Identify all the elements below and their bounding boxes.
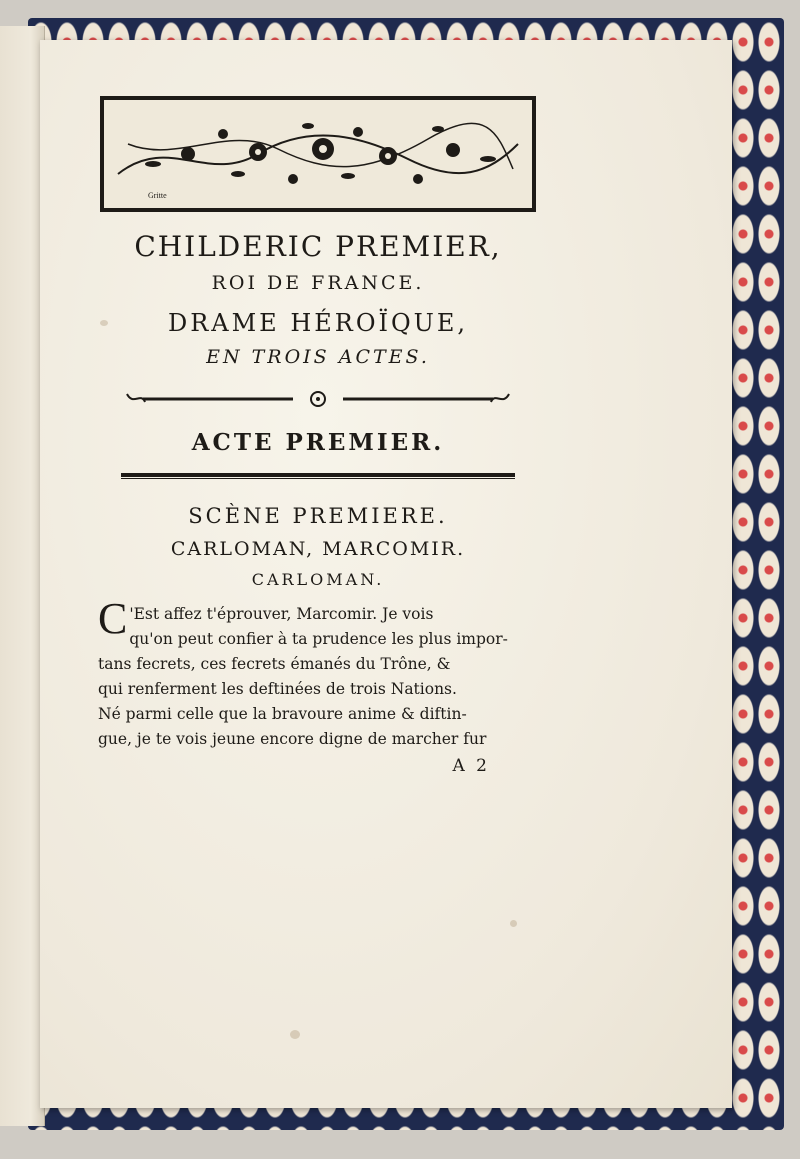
- thick-rule: [121, 472, 515, 480]
- text-line: qui renferment les deftinées de trois Nations.: [98, 680, 457, 698]
- text-line: Né parmi celle que la bravoure anime & diftin-: [98, 705, 467, 723]
- play-acts: EN TROIS ACTES.: [206, 346, 430, 368]
- dialogue-text: [98, 594, 532, 752]
- play-title: CHILDERIC PREMIER,: [134, 230, 502, 263]
- left-page-edge: [0, 26, 45, 1126]
- text-line: tans fecrets, ces fecrets émanés du Trône, &: [98, 655, 451, 673]
- play-subtitle: ROI DE FRANCE.: [211, 272, 425, 294]
- drop-cap: C: [98, 594, 128, 643]
- speaker-name: CARLOMAN.: [251, 570, 385, 589]
- text-line: gue, je te vois jeune encore digne de marcher fur: [98, 730, 487, 748]
- text-line: qu'on peut confier à ta prudence les plus impor-: [129, 630, 508, 648]
- foxing-spot: [290, 1030, 300, 1039]
- foxing-spot: [510, 920, 517, 927]
- scene-characters: CARLOMAN, MARCOMIR.: [170, 538, 466, 560]
- page-content: [98, 96, 538, 776]
- ornamental-rule: [123, 388, 513, 410]
- act-heading: ACTE PREMIER.: [191, 429, 445, 456]
- ornament-signature: Gritte: [148, 191, 167, 200]
- text-line: 'Est affez t'éprouver, Marcomir. Je vois: [129, 605, 434, 623]
- signature-mark: A 2: [452, 756, 490, 776]
- floral-headpiece-ornament: [100, 96, 536, 212]
- scene-heading: SCÈNE PREMIERE.: [188, 504, 448, 528]
- play-genre: DRAME HÉROÏQUE,: [167, 309, 469, 337]
